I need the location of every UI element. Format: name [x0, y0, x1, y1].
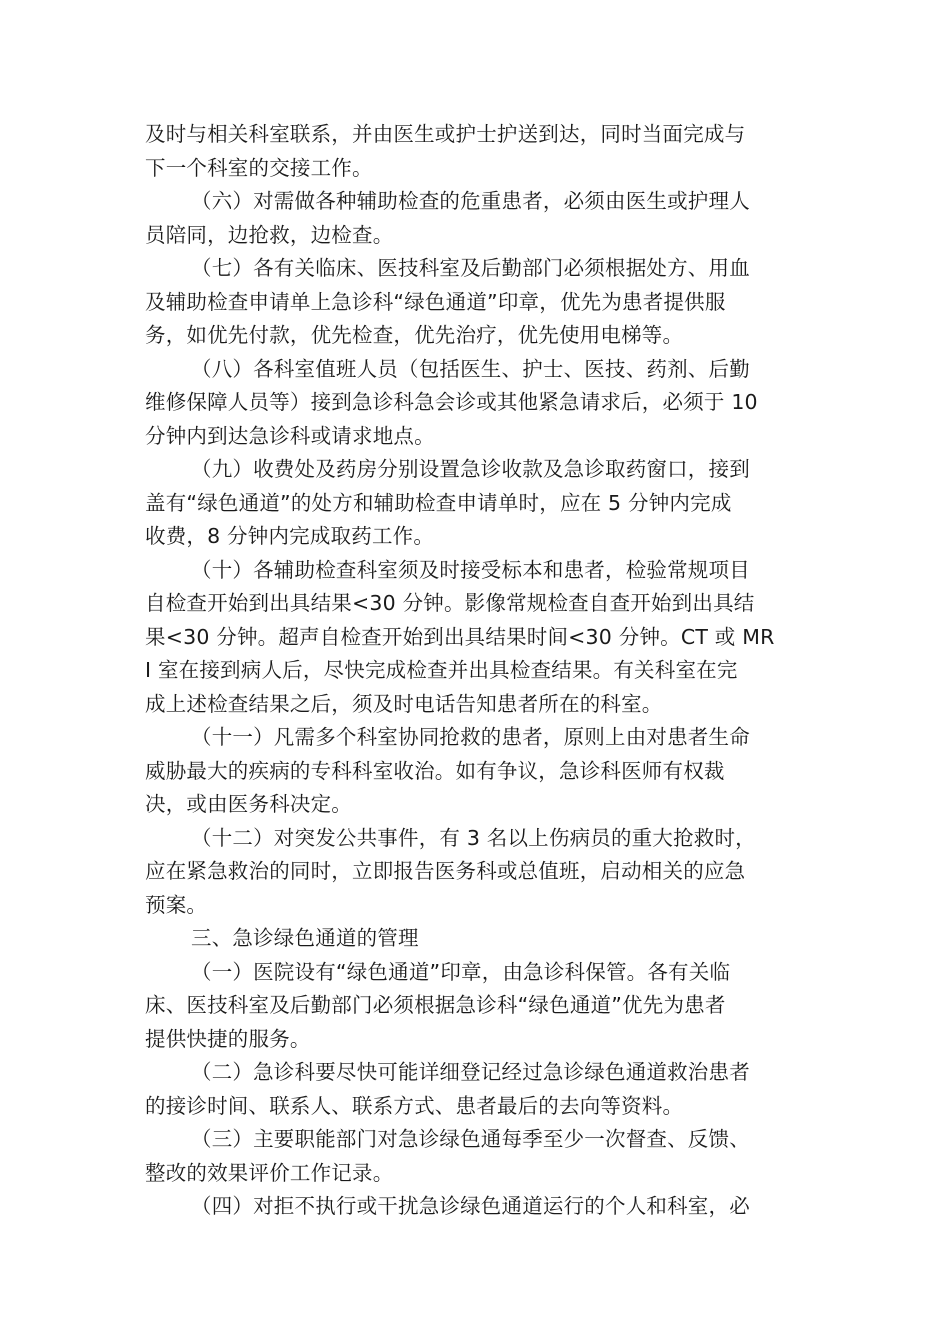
- text-line: 的接诊时间、联系人、联系方式、患者最后的去向等资料。: [145, 1093, 684, 1118]
- text-line: （四）对拒不执行或干扰急诊绿色通道运行的个人和科室，必: [191, 1194, 750, 1218]
- text-line: （十一）凡需多个科室协同抢救的患者，原则上由对患者生命: [191, 725, 750, 749]
- text-line: 分钟内到达急诊科或请求地点。: [145, 423, 435, 448]
- text-line: 务，如优先付款，优先检查，优先治疗，优先使用电梯等。: [145, 323, 684, 347]
- text-line: 决，或由医务科决定。: [145, 792, 352, 816]
- document-body: [145, 118, 815, 1224]
- text-line: 下一个科室的交接工作。: [145, 155, 373, 180]
- text-line: （六）对需做各种辅助检查的危重患者，必须由医生或护理人: [191, 189, 750, 213]
- text-line: （十）各辅助检查科室须及时接受标本和患者，检验常规项目: [191, 557, 750, 582]
- text-line: 自检查开始到出具结果<30 分钟。影像常规检查自查开始到出具结: [145, 591, 755, 615]
- text-line: 及时与相关科室联系，并由医生或护士护送到达，同时当面完成与: [145, 122, 746, 146]
- text-line: 床、医技科室及后勤部门必须根据急诊科“绿色通道”优先为患者: [145, 993, 726, 1017]
- text-line: （二）急诊科要尽快可能详细登记经过急诊绿色通道救治患者: [191, 1060, 750, 1084]
- text-line: 三、急诊绿色通道的管理: [191, 926, 419, 950]
- text-line: 维修保障人员等）接到急诊科急会诊或其他紧急请求后，必须于 10: [145, 390, 758, 414]
- text-line: （八）各科室值班人员（包括医生、护士、医技、药剂、后勤: [191, 356, 750, 381]
- text-line: （十二）对突发公共事件，有 3 名以上伤病员的重大抢救时，: [191, 825, 756, 850]
- text-line: （三）主要职能部门对急诊绿色通每季至少一次督查、反馈、: [191, 1127, 750, 1151]
- text-line: 威胁最大的疾病的专科科室收治。如有争议，急诊科医师有权裁: [145, 758, 725, 783]
- text-line: 应在紧急救治的同时，立即报告医务科或总值班，启动相关的应急: [145, 859, 746, 883]
- text-line: （九）收费处及药房分别设置急诊收款及急诊取药窗口，接到: [191, 457, 750, 481]
- text-line: （一）医院设有“绿色通道”印章，由急诊科保管。各有关临: [191, 959, 731, 984]
- text-line: （七）各有关临床、医技科室及后勤部门必须根据处方、用血: [191, 256, 750, 280]
- text-line: 成上述检查结果之后，须及时电话告知患者所在的科室。: [145, 691, 663, 716]
- text-line: 预案。: [145, 892, 208, 917]
- text-line: 提供快捷的服务。: [145, 1026, 311, 1051]
- text-line: 收费，8 分钟内完成取药工作。: [145, 524, 435, 548]
- text-line: 及辅助检查申请单上急诊科“绿色通道”印章，优先为患者提供服: [145, 289, 726, 314]
- text-line: 员陪同，边抢救，边检查。: [145, 222, 394, 247]
- text-line: 整改的效果评价工作记录。: [145, 1160, 394, 1185]
- text-line: 盖有“绿色通道”的处方和辅助检查申请单时，应在 5 分钟内完成: [145, 490, 732, 515]
- text-line: I 室在接到病人后，尽快完成检查并出具检查结果。有关科室在完: [145, 658, 738, 682]
- text-line: 果<30 分钟。超声自检查开始到出具结果时间<30 分钟。CT 或 MR: [145, 624, 775, 649]
